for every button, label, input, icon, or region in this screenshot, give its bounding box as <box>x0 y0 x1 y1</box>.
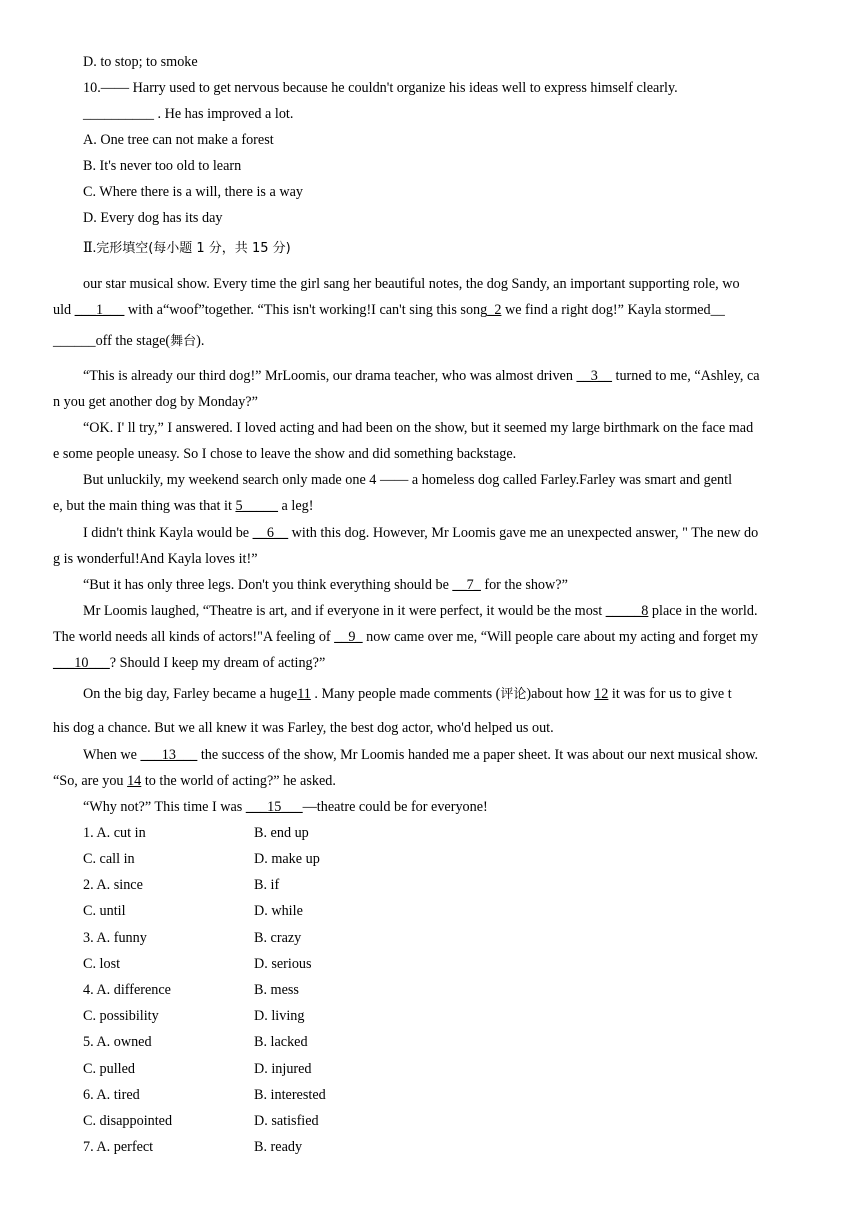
blank-3: __3__ <box>576 368 612 384</box>
passage-line-8: But unluckily, my weekend search only made one 4 —— a homeless dog called Farley.Farley was smart and gentl <box>83 472 733 488</box>
passage-line-18: When we ___13___ the success of the show, Mr Loomis handed me a paper sheet. It was about our next musical show. <box>83 747 759 763</box>
section-heading-prefix: Ⅱ. <box>83 240 97 256</box>
choice-6d: D. satisfied <box>254 1113 319 1129</box>
choice-1a: 1. A. cut in <box>83 825 146 841</box>
choice-7b: B. ready <box>254 1139 303 1155</box>
passage-line-1: our star musical show. Every time the girl sang her beautiful notes, the dog Sandy, an important supporting role, wo <box>83 276 740 292</box>
q10-blank-line: __________ . He has improved a lot. <box>83 106 294 122</box>
passage-line-12: “But it has only three legs. Don't you think everything should be __7_ for the show?” <box>83 577 568 593</box>
choice-2d: D. while <box>254 903 303 919</box>
blank-15: ___15___ <box>245 799 303 815</box>
q10-option-c: C. Where there is a will, there is a way <box>83 184 303 200</box>
passage-line-15: ___10___? Should I keep my dream of acting?” <box>53 655 326 671</box>
choice-1c: C. call in <box>83 851 135 867</box>
blank-5: 5_____ <box>235 498 278 514</box>
section-heading <box>83 241 291 255</box>
q10-stem: 10.—— Harry used to get nervous because he couldn't organize his ideas well to express himself clearly. <box>83 80 678 96</box>
section-heading-text: 完形填空(每小题 1 分，共 15 分) <box>96 241 291 256</box>
q10-option-a: A. One tree can not make a forest <box>83 132 274 148</box>
choice-3c: C. lost <box>83 956 121 972</box>
choice-1b: B. end up <box>254 825 309 841</box>
blank-11: 11 <box>297 686 311 702</box>
choice-3a: 3. A. funny <box>83 930 147 946</box>
passage-line-9: e, but the main thing was that it 5_____ a leg! <box>53 498 314 514</box>
choice-1d: D. make up <box>254 851 320 867</box>
choice-4c: C. possibility <box>83 1008 159 1024</box>
choice-7a: 7. A. perfect <box>83 1139 154 1155</box>
choice-3b: B. crazy <box>254 930 302 946</box>
passage-line-19: “So, are you 14 to the world of acting?” he asked. <box>53 773 336 789</box>
q10-option-b: B. It's never too old to learn <box>83 158 242 174</box>
choice-3d: D. serious <box>254 956 312 972</box>
passage-line-6: “OK. I' ll try,” I answered. I loved acting and had been on the show, but it seemed my large birthmark on the face mad <box>83 420 754 436</box>
blank-12: 12 <box>594 686 609 702</box>
passage-line-7: e some people uneasy. So I chose to leave the show and did something backstage. <box>53 446 517 462</box>
choice-5d: D. injured <box>254 1061 312 1077</box>
passage-line-16: On the big day, Farley became a huge11 . Many people made comments (评论)about how 12 it was for us to give t <box>83 686 732 702</box>
choice-2a: 2. A. since <box>83 877 143 893</box>
choice-5a: 5. A. owned <box>83 1034 152 1050</box>
choice-6b: B. interested <box>254 1087 326 1103</box>
choice-2c: C. until <box>83 903 126 919</box>
blank-6: __6__ <box>252 525 289 541</box>
choice-5b: B. lacked <box>254 1034 308 1050</box>
passage-line-20: “Why not?” This time I was ___15___—theatre could be for everyone! <box>83 799 488 815</box>
passage-line-5: n you get another dog by Monday?” <box>53 394 258 410</box>
choice-2b: B. if <box>254 877 280 893</box>
choice-4d: D. living <box>254 1008 305 1024</box>
choice-5c: C. pulled <box>83 1061 136 1077</box>
passage-line-3: ______off the stage(舞台). <box>53 333 205 349</box>
blank-9: __9_ <box>334 629 363 645</box>
passage-line-10: I didn't think Kayla would be __6__ with this dog. However, Mr Loomis gave me an unexpected answer, " The new do <box>83 525 759 541</box>
blank-10: ___10___ <box>53 655 110 671</box>
passage-line-14: The world needs all kinds of actors!"A feeling of __9_ now came over me, “Will people care about my acting and forget my <box>53 629 759 645</box>
blank-14: 14 <box>127 773 142 789</box>
passage-line-11: g is wonderful!And Kayla loves it!” <box>53 551 258 567</box>
blank-7: __7_ <box>452 577 481 593</box>
choice-6a: 6. A. tired <box>83 1087 140 1103</box>
q9-option-d: D. to stop; to smoke <box>83 54 198 70</box>
passage-line-13: Mr Loomis laughed, “Theatre is art, and if everyone in it were perfect, it would be the most _____8 place in the world. <box>83 603 758 619</box>
passage-line-2: uld ___1___ with a“woof”together. “This isn't working!I can't sing this song_2 we find a right dog!” Kayla stormed__ <box>53 302 725 318</box>
blank-2: _2 <box>487 302 502 318</box>
choice-4b: B. mess <box>254 982 299 998</box>
q10-option-d: D. Every dog has its day <box>83 210 223 226</box>
blank-8: _____8 <box>605 603 649 619</box>
choice-6c: C. disappointed <box>83 1113 173 1129</box>
choice-4a: 4. A. difference <box>83 982 171 998</box>
passage-line-17: his dog a chance. But we all knew it was Farley, the best dog actor, who'd helped us out. <box>53 720 554 736</box>
passage-line-4: “This is already our third dog!” MrLoomis, our drama teacher, who was almost driven __3__ turned to me, “Ashley, ca <box>83 368 760 384</box>
blank-13: ___13___ <box>140 747 198 763</box>
blank-1: ___1___ <box>74 302 125 318</box>
